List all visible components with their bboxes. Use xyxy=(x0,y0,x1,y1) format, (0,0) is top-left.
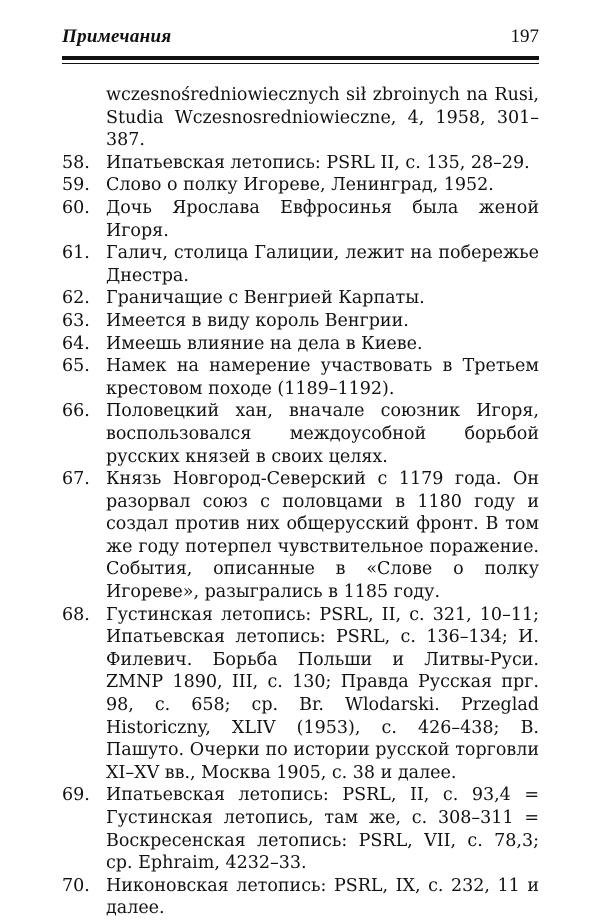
note-number: 69. xyxy=(62,785,90,806)
note-item xyxy=(62,84,539,152)
note-text: Имеется в виду король Венгрии. xyxy=(106,310,409,331)
note-item xyxy=(62,400,539,468)
note-number: 63. xyxy=(62,310,90,331)
note-item xyxy=(62,355,539,400)
note-text: Имеешь влияние на дела в Киеве. xyxy=(106,333,423,354)
note-number: 67. xyxy=(62,469,90,490)
note-item xyxy=(62,333,539,356)
note-item xyxy=(62,604,539,785)
note-number: 64. xyxy=(62,333,90,354)
header-rule-thick xyxy=(62,56,539,60)
note-text: Никоновская летопись: PSRL, IX, с. 232, 11 и далее. xyxy=(106,875,539,919)
running-title: Примечания xyxy=(62,26,172,47)
note-item xyxy=(62,242,539,287)
note-text: Слово о полку Игореве, Ленинград, 1952. xyxy=(106,175,494,196)
note-text: Дочь Ярослава Евфросинья была женой Игоря. xyxy=(106,197,539,241)
note-number: 62. xyxy=(62,288,90,309)
notes-list xyxy=(62,84,539,920)
note-number: 60. xyxy=(62,197,90,218)
note-text: wczesnośredniowiecznych sił zbroinych na Rusi, Studia Wczesnosredniowieczne, 4, 1958, 301–387. xyxy=(106,85,539,151)
note-item xyxy=(62,197,539,242)
note-item xyxy=(62,468,539,604)
page-header xyxy=(62,26,539,54)
note-text: Намек на намерение участвовать в Третьем крестовом походе (1189–1192). xyxy=(106,356,539,399)
note-item xyxy=(62,287,539,310)
header-rule-thin xyxy=(62,63,539,64)
note-number: 59. xyxy=(62,175,90,196)
note-item xyxy=(62,784,539,874)
note-text: Половецкий хан, вначале союзник Игоря, воспользовался междоусобной борьбой русских князей в своих целях. xyxy=(106,401,539,467)
note-number: 65. xyxy=(62,356,90,377)
note-number: 58. xyxy=(62,152,90,173)
note-item xyxy=(62,875,539,920)
page-number: 197 xyxy=(510,26,539,47)
note-item xyxy=(62,310,539,333)
note-text: Граничащие с Венгрией Карпаты. xyxy=(106,288,425,309)
note-number: 68. xyxy=(62,604,90,625)
note-item xyxy=(62,152,539,175)
note-text: Князь Новгород-Северский с 1179 года. Он разорвал союз с половцами в 1180 году и создал против них общерусский фронт. В том же году потерпел чувствительное поражение. События, описанные в «Слове о полку Игореве», разыгрались в 1185 году. xyxy=(106,469,539,603)
note-text: Густинская летопись: PSRL, II, с. 321, 10–11; Ипатьевская летопись: PSRL, с. 136–134; И. Филевич. Борьба Польши и Литвы-Руси. ZMNP 1890, III, с. 130; Правда Русская прг. 98, с. 658; ср. Br. Wlodarski. Przeglad Historiczny, XLIV (1953), с. 426–438; В. Пашуто. Очерки по истории русской торговли XI–XV вв., Москва 1905, с. 38 и далее. xyxy=(106,604,539,783)
note-number: 61. xyxy=(62,243,90,264)
note-text: Ипатьевская летопись: PSRL II, с. 135, 28–29. xyxy=(106,152,530,173)
note-text: Галич, столица Галиции, лежит на побережье Днестра. xyxy=(106,243,539,286)
note-number: 70. xyxy=(62,875,90,896)
note-item xyxy=(62,174,539,197)
note-number: 66. xyxy=(62,401,90,422)
note-text: Ипатьевская летопись: PSRL, II, с. 93,4 = Густинская летопись, там же, с. 308–311 = Воскресенская летопись: PSRL, VII, с. 78,3; ср. Ephraim, 4232–33. xyxy=(106,785,539,874)
